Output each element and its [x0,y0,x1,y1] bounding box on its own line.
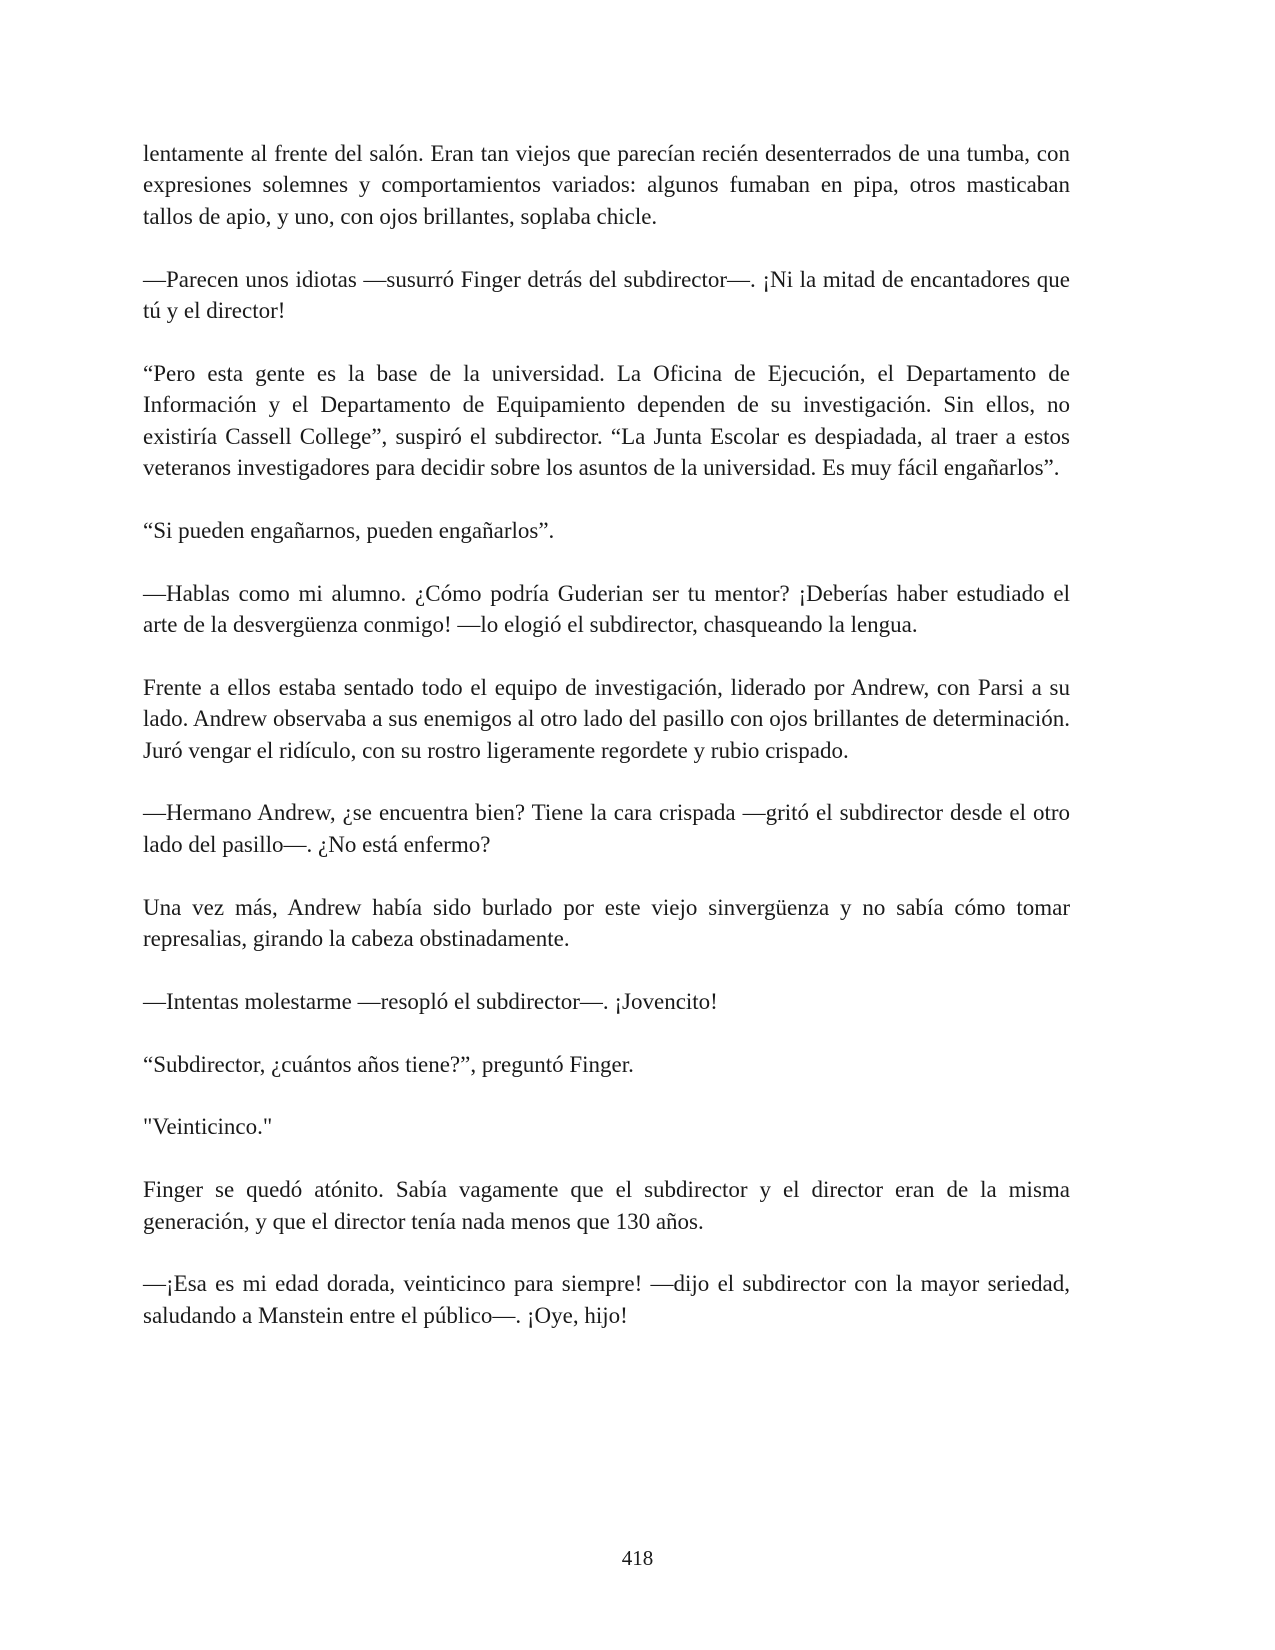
document-body [143,138,1070,1363]
paragraph: Una vez más, Andrew había sido burlado por este viejo sinvergüenza y no sabía cómo tomar represalias, girando la cabeza obstinadamente. [143,894,1070,952]
paragraph: —Intentas molestarme —resopló el subdirector—. ¡Jovencito! [143,988,718,1014]
paragraph: Finger se quedó atónito. Sabía vagamente que el subdirector y el director eran de la misma generación, y que el director tenía nada menos que 130 años. [143,1177,1070,1234]
paragraph: “Pero esta gente es la base de la universidad. La Oficina de Ejecución, el Departamento de Información y el Departamento de Equipamiento dependen de su investigación. Sin ellos, no existiría Cassell College”, suspiró el subdirector. “La Junta Escolar es despiadada, al traer a estos veteranos investigadores para decidir sobre los asuntos de la universidad. Es muy fácil engañarlos”. [143,360,1070,481]
paragraph: Frente a ellos estaba sentado todo el equipo de investigación, liderado por Andrew, con Parsi a su lado. Andrew observaba a sus enemigos al otro lado del pasillo con ojos brillantes de determinación. Juró vengar el ridículo, con su rostro ligeramente regordete y rubio crispado. [143,674,1070,763]
paragraph: lentamente al frente del salón. Eran tan viejos que parecían recién desenterrados de una tumba, con expresiones solemnes y comportamientos variados: algunos fumaban en pipa, otros masticaban tallos de apio, y uno, con ojos brillantes, soplaba chicle. [143,141,1070,229]
paragraph: “Si pueden engañarnos, pueden engañarlos”. [143,517,555,543]
paragraph: —Hablas como mi alumno. ¿Cómo podría Guderian ser tu mentor? ¡Deberías haber estudiado el arte de la desvergüenza conmigo! —lo elogió el subdirector, chasqueando la lengua. [143,580,1070,638]
page-number: 418 [621,1546,654,1570]
paragraph: —Parecen unos idiotas —susurró Finger detrás del subdirector—. ¡Ni la mitad de encantadores que tú y el director! [143,266,1070,324]
paragraph: —Hermano Andrew, ¿se encuentra bien? Tiene la cara crispada —gritó el subdirector desde el otro lado del pasillo—. ¿No está enfermo? [143,800,1070,857]
paragraph: —¡Esa es mi edad dorada, veinticinco para siempre! —dijo el subdirector con la mayor seriedad, saludando a Manstein entre el público—. ¡Oye, hijo! [143,1271,1070,1328]
paragraph: “Subdirector, ¿cuántos años tiene?”, preguntó Finger. [143,1051,634,1077]
paragraph: "Veinticinco." [143,1114,273,1140]
